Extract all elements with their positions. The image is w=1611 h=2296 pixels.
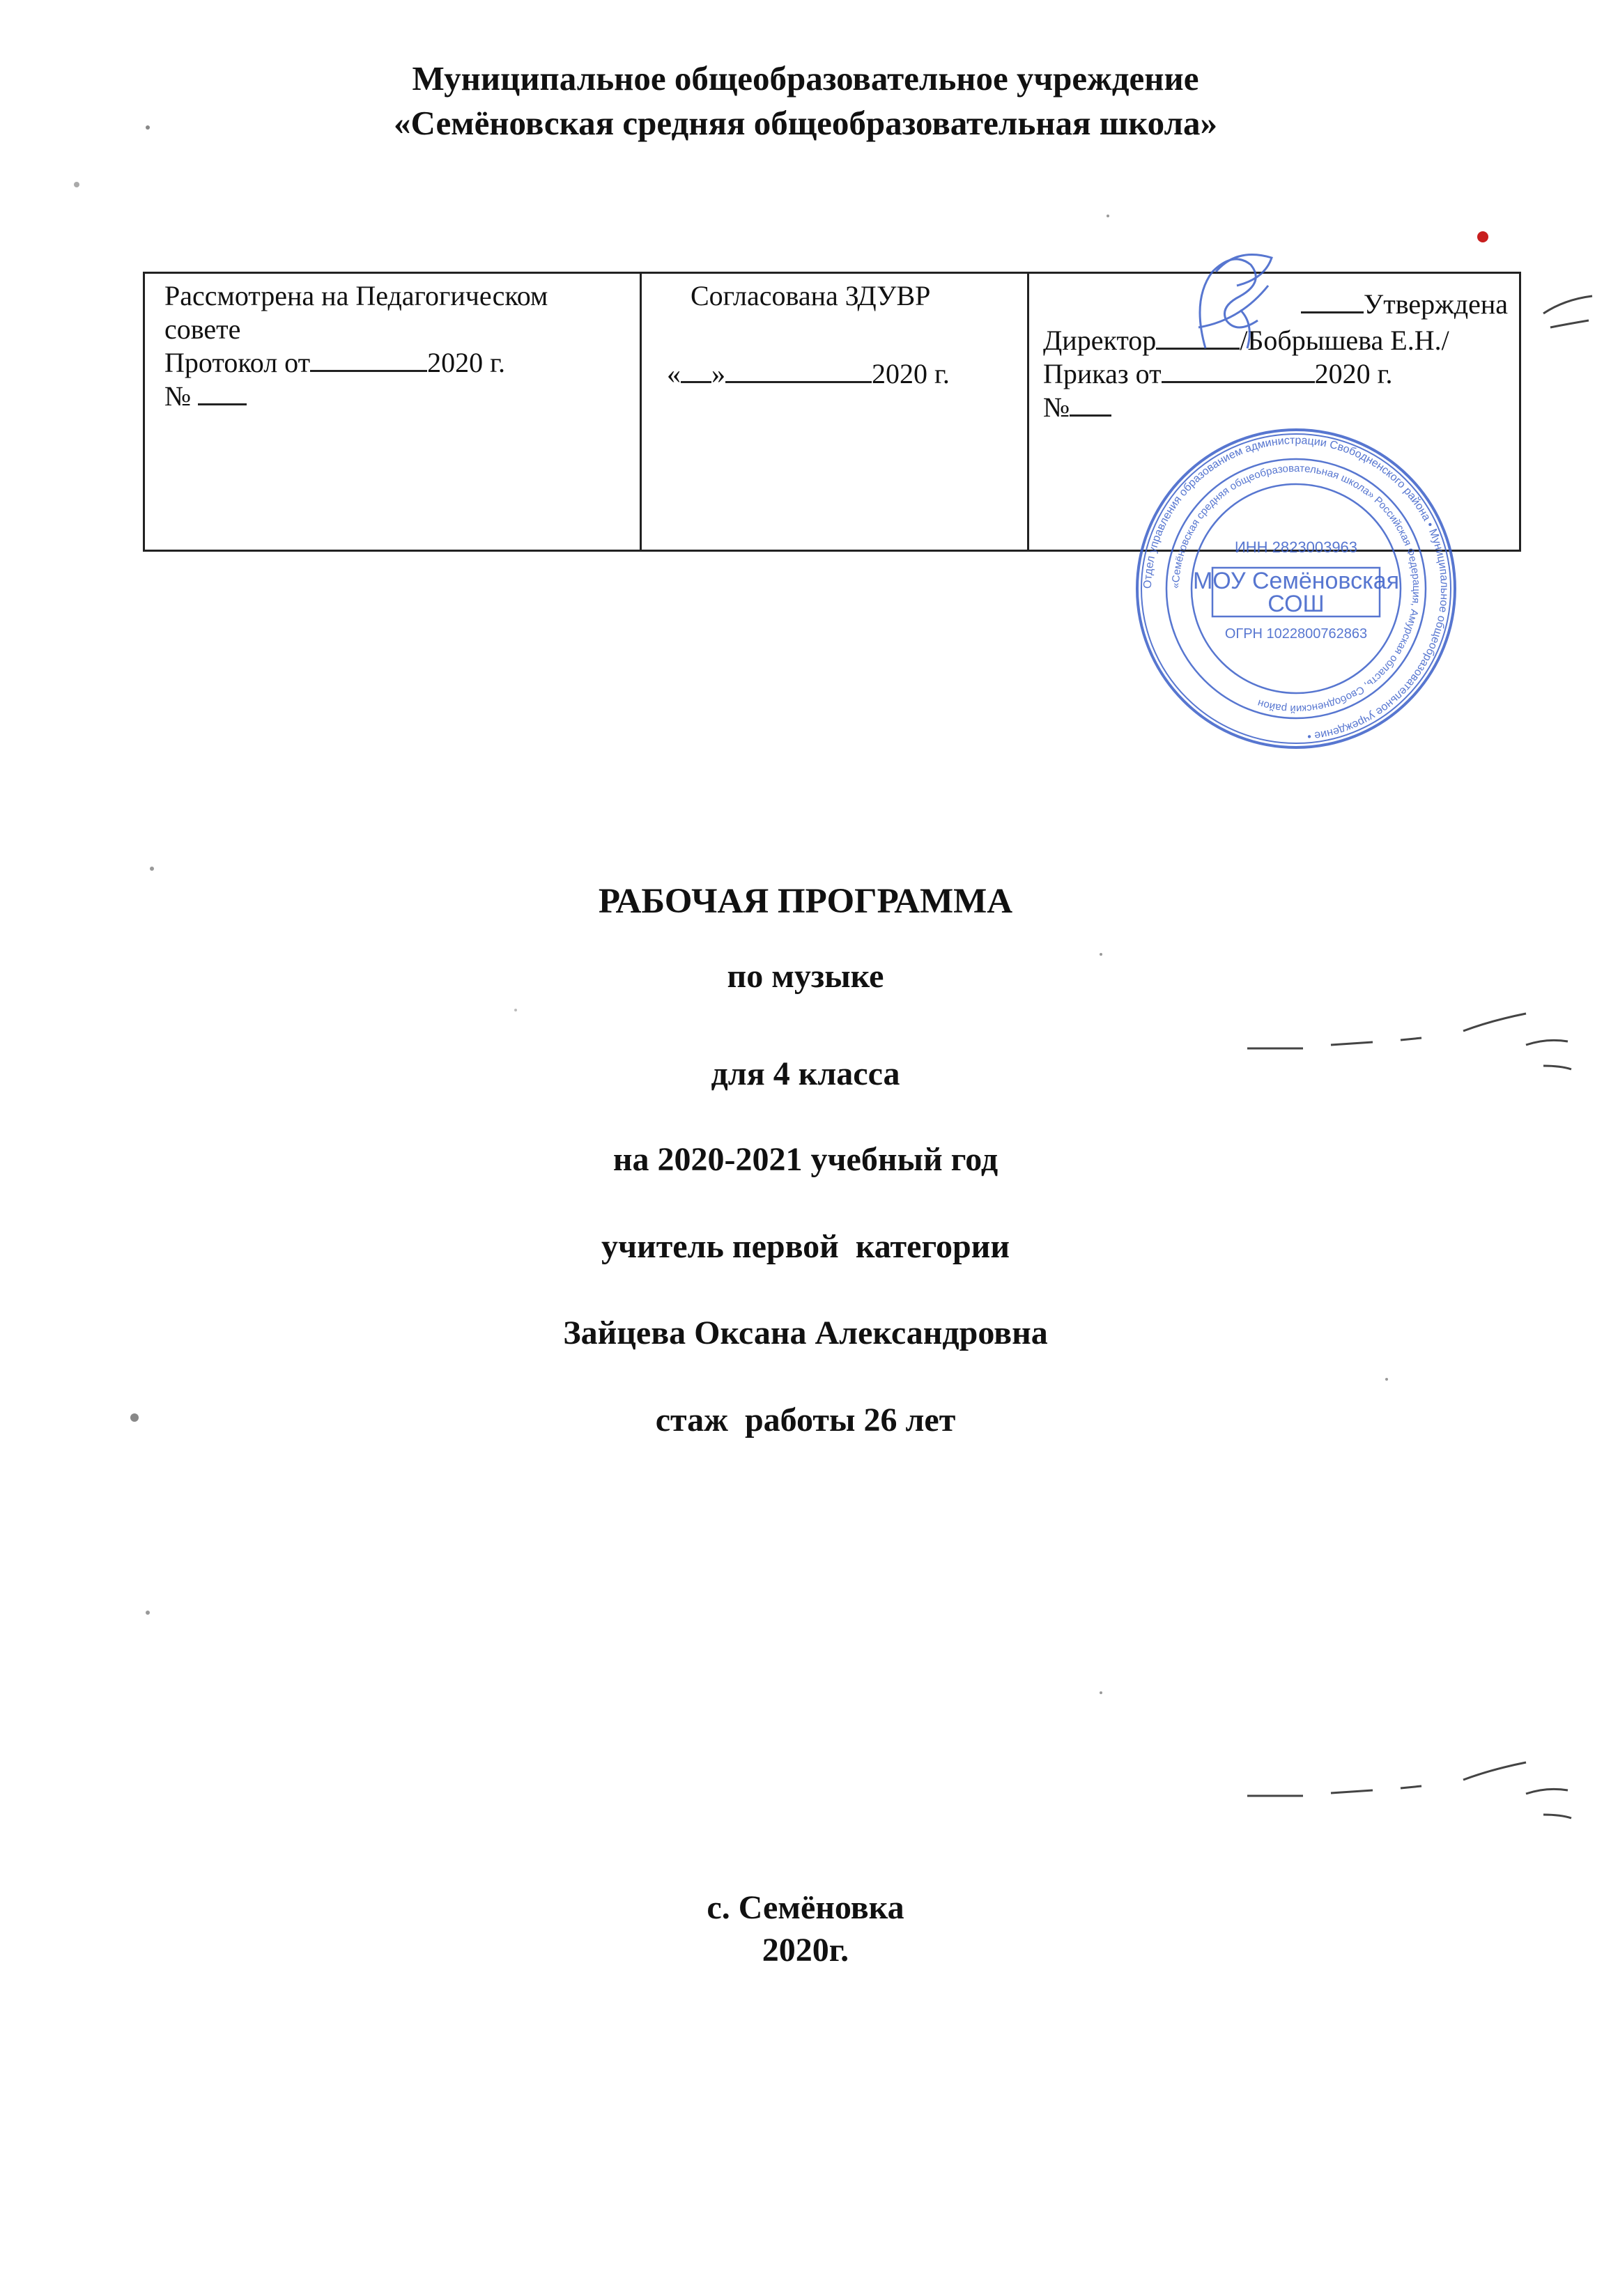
approved-blank	[1301, 288, 1364, 313]
deputy-date-line	[667, 357, 950, 391]
council-line2: совете	[164, 313, 241, 345]
approval-cell-deputy	[642, 274, 1029, 550]
seal-outer-ring-text: Отдел управления образованием администрации Свободненского района • Муниципальное общеобразовательное учреждение •	[1141, 434, 1451, 743]
seal-name-line1: МОУ Семёновская	[1192, 568, 1400, 594]
day-blank	[681, 357, 711, 383]
order-prefix: Приказ от	[1043, 358, 1162, 389]
grade-line: для 4 класса	[711, 1055, 900, 1092]
month-blank	[725, 357, 872, 383]
school-type-heading: Муниципальное общеобразовательное учреждение	[412, 59, 1199, 98]
seal-ogrn: ОГРН 1022800762863	[1224, 626, 1368, 642]
approved-label: Утверждена	[1363, 288, 1508, 320]
school-name-heading: «Семёновская средняя общеобразовательная школа»	[393, 104, 1218, 142]
seal-inner-ring-text: «Семёновская средняя общеобразовательная школа» Российская Федерация, Амурская область, Свободненский район	[1169, 462, 1423, 715]
protocol-prefix: Протокол от	[164, 347, 311, 378]
number-sign: №	[164, 380, 192, 412]
footer-year-line: 2020г.	[762, 1932, 849, 1969]
order-number-line	[1043, 391, 1111, 424]
experience-line: стаж работы 26 лет	[655, 1402, 956, 1438]
protocol-date-blank	[310, 346, 427, 372]
order-year: 2020 г.	[1314, 358, 1393, 389]
teacher-name-line: Зайцева Оксана Александровна	[563, 1314, 1048, 1351]
approval-cell-council	[145, 274, 642, 550]
director-name: /Бобрышева Е.Н./	[1240, 325, 1449, 356]
document-title: РАБОЧАЯ ПРОГРАММА	[598, 882, 1013, 921]
place-line: с. Семёновка	[707, 1889, 904, 1926]
quote-open: «	[667, 358, 681, 389]
council-line1: Рассмотрена на Педагогическом	[164, 280, 548, 311]
quote-close: »	[711, 358, 725, 389]
deputy-agreed: Согласована ЗДУВР	[691, 280, 931, 311]
seal-inn: ИНН 2823003963	[1234, 538, 1358, 556]
director-signature	[1150, 244, 1303, 369]
subject-line: по музыке	[727, 958, 884, 995]
seal-name-line2: СОШ	[1267, 591, 1325, 617]
order-number-sign: №	[1043, 391, 1070, 423]
teacher-category-line: учитель первой категории	[601, 1228, 1010, 1265]
school-year-line: на 2020-2021 учебный год	[612, 1141, 999, 1178]
council-number-line	[164, 380, 247, 413]
deputy-year: 2020 г.	[872, 358, 950, 389]
protocol-year: 2020 г.	[427, 347, 506, 378]
number-blank	[198, 380, 247, 405]
council-protocol-line	[164, 346, 505, 380]
order-number-blank	[1070, 391, 1111, 417]
director-label: Директор	[1043, 325, 1157, 356]
school-seal	[1129, 425, 1463, 752]
director-approved	[1301, 288, 1508, 321]
